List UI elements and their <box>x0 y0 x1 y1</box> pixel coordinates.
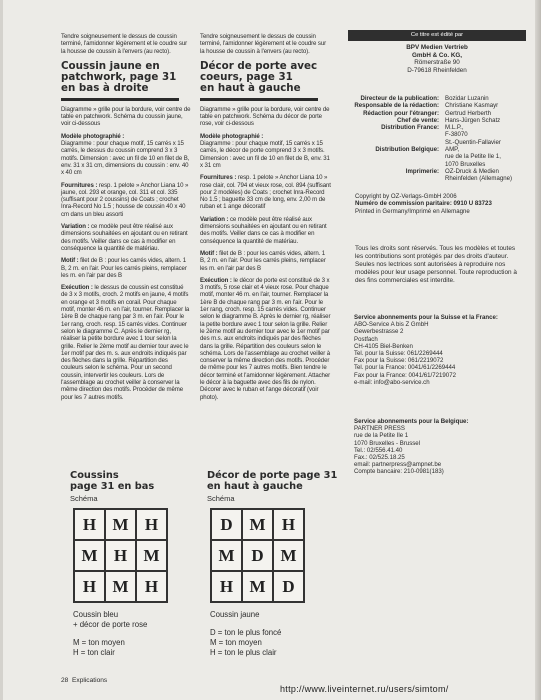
imprint-list: Directeur de la publication: Bozidar Luzanin Responsable de la rédaction: Christiane Kasmayr Rédaction pour l'étranger: Gertrud Herberth Chef de vente: Hans-Jürgen Schatz Distribution France: M.L.P., F-38070 St.-Quentin-Fallavier Distribution Belgique: AMP, rue de la Petite Ile 1, 1070 Bruxelles Imprimerie: OZ-Druck & Medien Rheinfelden (Allemagne) <box>354 95 513 183</box>
grid-cell: D <box>273 571 304 602</box>
section-heading: Coussin jaune en patchwork, page 31 en bas à droite <box>61 59 177 94</box>
paragraph: Motif : filet de B : pour les carrés vides, altern. 1 B, 2 m. en l'air. Pour les carrés pleins, remplacer les m. en l'air par des B <box>200 249 326 272</box>
subscription-swiss: Service abonnements pour la Suisse et la France: ABO-Service A bis Z GmbH Gewerbestrasse 2 Postfach CH-4105 Biel-Benken Tel. pour la Suisse: 061/2269444 Fax pour la Suisse: 061/2219072 Tel. pour la France: 0041/61/2269444 Fax pour la France: 0041/61/7219072 e-mail: info@abo-service.ch <box>354 314 498 386</box>
grid-cell: D <box>211 509 242 540</box>
paragraph: Exécution : le dessus de coussin est constitué de 3 x 3 motifs, croch. 2 motifs en jaune, 4 motifs en orange et 3 motifs en corail. Pour chaque motif, monter 46 m. en l'air, tourner. Remplacer la 1ère B de chaque rang par 3 m. en l'air. Pour le 1er rang, croch. resp. 15 carrés vides. Continuer selon le diagramme C. Après le dernier rg, réaliser la petite bordure avec 1 tour selon la grille. Relier le 2ème motif au dernier tour avec le 1er motif par des m. s. aux endroits indiqués par des flèches dans la grille. Répartition des couleurs selon le schéma. Pour un second coussin, intervertir les couleurs. Lors de l'assemblage au crochet veiller à conserver la même direction des motifs. Procéder de même pour les 7 autres motifs. <box>61 284 190 401</box>
paragraph: Diagramme » grille pour la bordure, voir centre de table en patchwork. Schéma du coussin jaune, voir ci-dessous <box>61 105 191 128</box>
paragraph: Exécution : le décor de porte est constitué de 3 x 3 motifs, 5 rose clair et 4 vieux rose. Pour chaque motif, monter 46 m. en l'air, tourner. Remplacer la 1ère B de chaque rang par 3 m. en l'air. Pour le 1er rang, croch. resp. 15 carrés vides. Continuer selon le diagramme B. Après le dernier rg, réaliser la petite bordure avec 1 tour selon la grille. Relier le 2ème motif au dernier tour avec le 1er motif par des m.s. aux endroits indiqués par des flèches dans la grille. Répartition des couleurs selon le schéma. Lors de l'assemblage au crochet veiller à conserver la même direction des motifs. Procéder de même pour les 7 autres motifs. Bien tendre le décor terminé et l'amidonner légèrement. Attacher le décor à la baguette avec des fils de nylon. Décorer avec le ruban et l'ange décoratif (voir photo). <box>200 276 331 401</box>
schema-label: Schéma <box>207 494 235 503</box>
heading-rule <box>61 98 179 101</box>
pattern-grid-1 <box>73 508 168 603</box>
page-shadow <box>535 0 541 700</box>
imprint-header: Ce titre est édité par <box>348 30 526 41</box>
diagram-legend: Coussin jaune D = ton le plus foncé M = ton moyen H = ton le plus clair <box>210 610 282 657</box>
column-2 <box>200 33 332 401</box>
intro-text: Tendre soigneusement le dessus de coussin terminé, l'amidonner légèrement et le coudre sur la housse de coussin à l'envers (au recto). <box>61 33 188 55</box>
diagram-title: Décor de porte page 31 en haut à gauche <box>207 470 338 492</box>
paragraph: Diagramme » grille pour la bordure, voir centre de table en patchwork. Schéma du décor de porte rose, voir ci-dessous <box>200 105 330 128</box>
watermark-url: http://www.liveinternet.ru/users/simtom/ <box>280 684 449 694</box>
diagram-legend: Coussin bleu + décor de porte rose M = ton moyen H = ton clair <box>73 610 148 657</box>
grid-cell: M <box>242 571 273 602</box>
diagram-title: Coussins page 31 en bas <box>70 470 155 492</box>
grid-cell: D <box>242 540 273 571</box>
paragraph: Modèle photographié : Diagramme : pour chaque motif, 15 carrés x 15 carrés, le décor de porte comprend 3 x 3 motifs. Dimension : avec un fil de 10 en filet de B, env. 31 x 31 cm <box>200 132 330 169</box>
paragraph: Variation : ce modèle peut être réalisé aux dimensions souhaitées en ajoutant ou en retirant des motifs. Veiller dans ce cas à modifier en conséquence la quantité de matériau. <box>200 215 327 245</box>
grid-cell: M <box>105 509 136 540</box>
column-1 <box>61 33 191 401</box>
copyright: Copyright by OZ-Verlags-GmbH 2006 Numéro de commission paritaire: 0910 U 83723 Printed in Germany/Imprimé en Allemagne <box>355 193 492 215</box>
page-edge <box>0 0 3 700</box>
subscription-belgium: Service abonnements pour la Belgique: PARTNER PRESS rue de la Petite Ile 1 1070 Bruxelles - Brussel Tel.: 02/556.41.40 Fax.: 02/525.18.25 email: partnerpress@ampnet.be Compte bancaire: 210-0981(183) <box>354 418 469 476</box>
grid-cell: M <box>136 540 167 571</box>
grid-cell: H <box>211 571 242 602</box>
grid-cell: M <box>242 509 273 540</box>
grid-cell: M <box>105 571 136 602</box>
paragraph: Variation : ce modèle peut être réalisé aux dimensions souhaitées en ajoutant ou en retirant des motifs. Veiller dans ce cas à modifier en conséquence la quantité de matériau. <box>61 223 188 252</box>
grid-cell: M <box>211 540 242 571</box>
paragraph: Motif : filet de B : pour les carrés vides, altern. 1 B, 2 m. en l'air. Pour les carrés pleins, remplacer les m. en l'air par des B <box>61 257 187 279</box>
schema-label: Schéma <box>70 494 98 503</box>
page-footer: 28 Explications <box>61 677 108 684</box>
publisher-address: BPV Medien Vertrieb GmbH & Co. KG, Römerstraße 90 D-79618 Rheinfelden <box>406 44 468 74</box>
grid-cell: H <box>136 509 167 540</box>
grid-cell: H <box>74 571 105 602</box>
grid-cell: M <box>273 540 304 571</box>
rights-notice: Tous les droits sont réservés. Tous les modèles et toutes les contributions sont protégés par des droits d'auteur. Seules nos lectrices sont autorisées à reproduire nos modèles pour leur usage personnel. Toute reproduction à des fins commerciales est interdite. <box>355 245 517 284</box>
paragraph: Fournitures : resp. 1 pelote » Anchor Liana 10 » rose clair, col. 794 et vieux rose, col. 894 (suffisant pour 2 modèles) de Coats ; crochet Inra-Record No 1.5 ; baguette 33 cm de long, env. 2,00 m de ruban et 1 ange décoratif <box>200 174 331 211</box>
paragraph: Fournitures : resp. 1 pelote » Anchor Liana 10 » jaune, col. 293 et orange, col. 311 et col. 335 (suffisant pour 2 coussins) de Coats ; crochet Inra-Record No 1.5 ; housse de coussin 40 x 40 cm dans un bleu assorti <box>61 181 189 218</box>
grid-cell: H <box>74 509 105 540</box>
grid-cell: H <box>136 571 167 602</box>
intro-text: Tendre soigneusement le dessus de coussin terminé, l'amidonner légèrement et le coudre sur la housse de coussin à l'envers (au recto). <box>200 33 327 55</box>
grid-cell: M <box>74 540 105 571</box>
grid-cell: H <box>273 509 304 540</box>
heading-rule <box>200 98 318 101</box>
paragraph: Modèle photographié : Diagramme : pour chaque motif, 15 carrés x 15 carrés, le dessus du coussin comprend 3 x 3 motifs. Dimension : avec un fil de 10 en filet de B, env. 31 x 31 cm, dimensions du coussin : env. 40 x 40 cm <box>61 132 190 177</box>
pattern-grid-2 <box>210 508 305 603</box>
grid-cell: H <box>105 540 136 571</box>
section-heading: Décor de porte avec coeurs, page 31 en haut à gauche <box>200 59 318 94</box>
